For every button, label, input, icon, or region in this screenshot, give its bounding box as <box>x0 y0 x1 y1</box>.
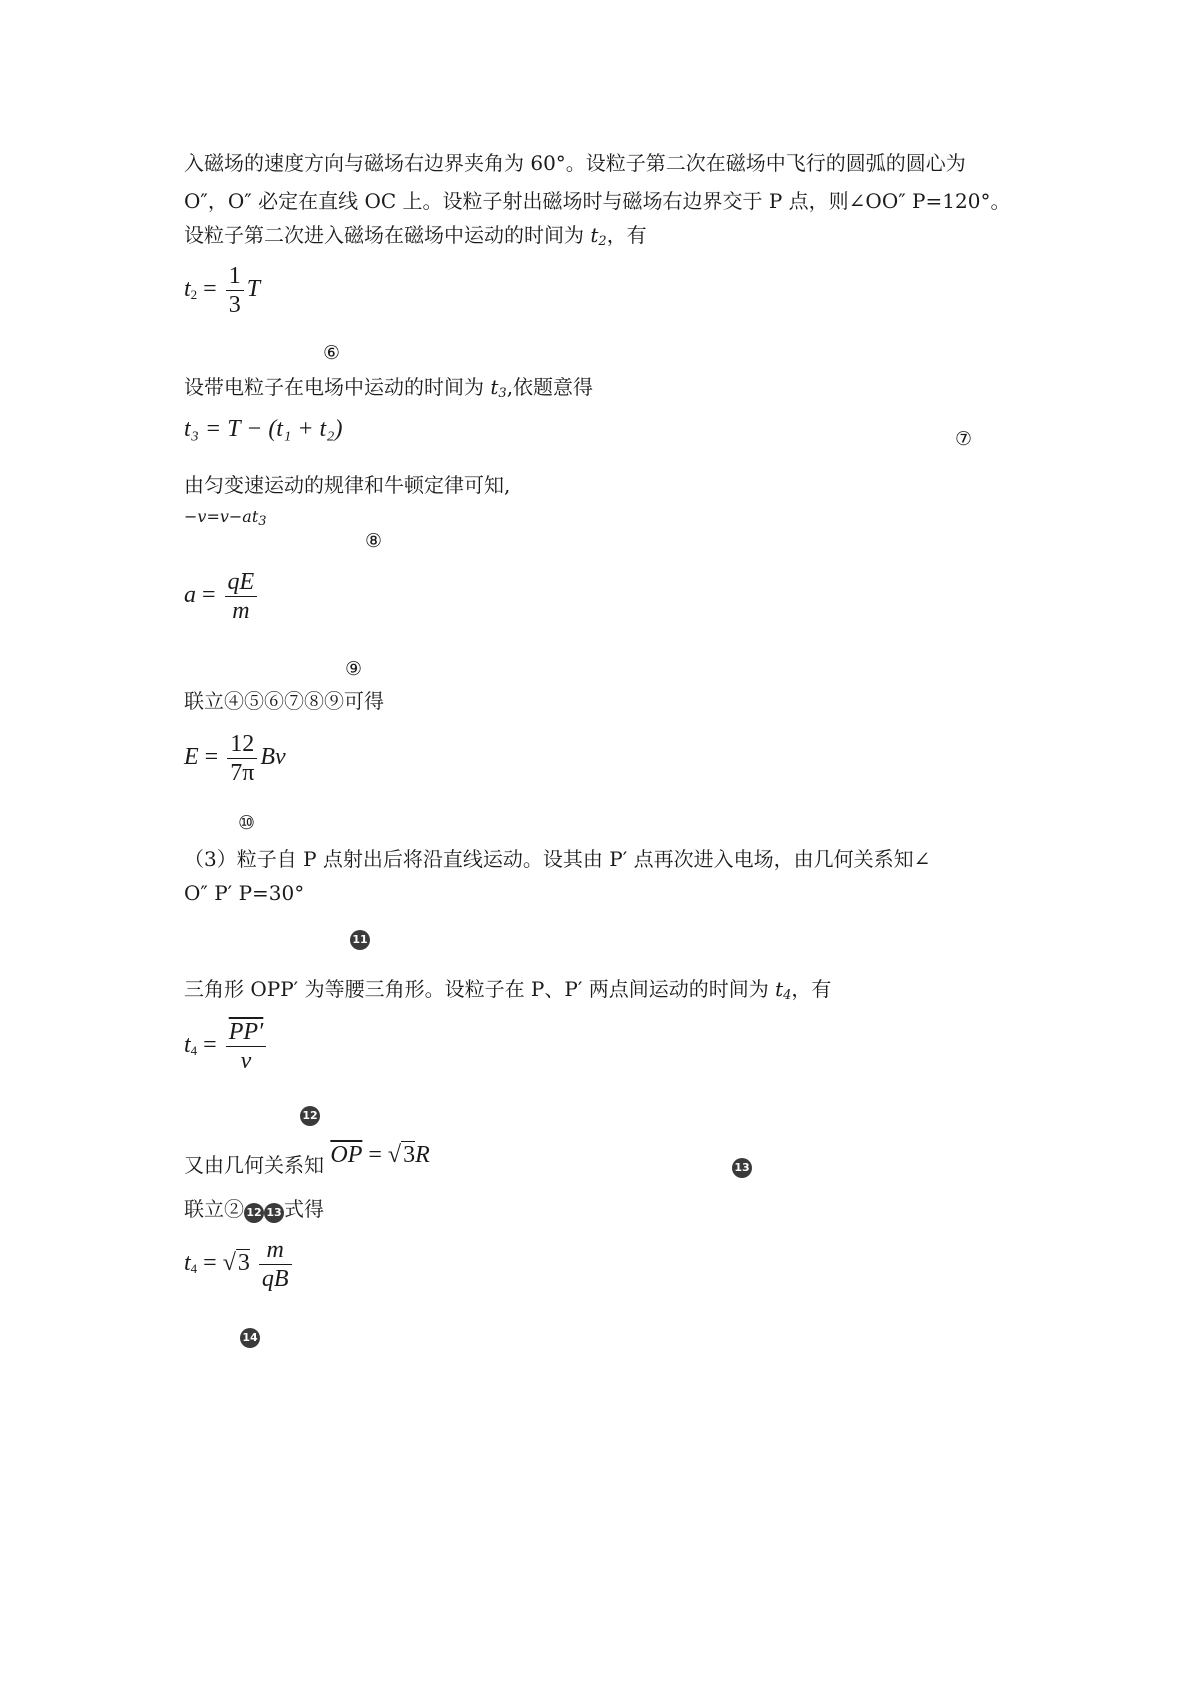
text-line-3-suffix: ，有 <box>606 223 647 247</box>
marker-14: 14 <box>240 1324 260 1348</box>
text-line-1: 入磁场的速度方向与磁场右边界夹角为 60°。设粒子第二次在磁场中飞行的圆弧的圆心为 <box>184 151 966 175</box>
text-line-10-prefix: 三角形 OPP′ 为等腰三角形。设粒子在 P、P′ 两点间运动的时间为 <box>184 977 776 1001</box>
equation-t4-ratio: $t_4$ = $\frac{PP'}{v}$ <box>184 1018 269 1075</box>
text-line-2: O″，O″ 必定在直线 OC 上。设粒子射出磁场时与磁场右边界交于 P 点，则∠OO″ P=120°。 <box>184 189 1011 213</box>
fraction-PP-over-v: $\frac{PP'}{v}$ <box>226 1018 267 1075</box>
text-line-9: O″ P′ P=30° <box>184 881 305 905</box>
text-line-4-suffix: ,依题意得 <box>506 375 594 399</box>
var-t2: $t_2$ <box>590 223 607 249</box>
text-line-3-prefix: 设粒子第二次进入磁场在磁场中运动的时间为 <box>184 223 591 247</box>
fraction-qE-over-m: $\frac{qE}{m}$ <box>225 568 258 625</box>
marker-12: 12 <box>300 1102 320 1126</box>
marker-6: ⑥ <box>323 342 341 364</box>
equation-E: E = $\frac{12}{7\pi}$ Bv <box>184 731 286 786</box>
text-line-5: 由匀变速运动的规律和牛顿定律可知, <box>184 473 511 497</box>
inline-marker-13: 13 <box>264 1203 284 1223</box>
marker-7: ⑦ <box>955 428 973 450</box>
equation-a: a = $\frac{qE}{m}$ <box>184 568 260 625</box>
equation-t4-result: $t_4 = √3$ $\frac{m}{qB}$ <box>184 1236 295 1293</box>
marker-8: ⑧ <box>365 530 383 552</box>
var-t3: $t_3$ <box>490 375 507 401</box>
text-line-11: 又由几何关系知 $\overline{OP} = √3R$ <box>184 1142 430 1177</box>
marker-10: ⑩ <box>238 812 256 834</box>
marker-13: 13 <box>732 1154 752 1178</box>
equation-t2: $t_2$ = $\frac{1}{3}$ T <box>184 263 261 318</box>
text-line-7: 联立④⑤⑥⑦⑧⑨可得 <box>184 689 384 713</box>
text-line-10 <box>184 976 831 1009</box>
fraction-one-third: $\frac{1}{3}$ <box>226 262 244 319</box>
marker-9: ⑨ <box>345 658 363 680</box>
fraction-12-over-7pi: $\frac{12}{7\pi}$ <box>227 730 257 787</box>
text-line-4 <box>184 374 593 407</box>
fraction-m-over-qB: $\frac{m}{qB}$ <box>259 1236 292 1293</box>
text-line-10-suffix: ，有 <box>791 977 832 1001</box>
equation-OP: $\overline{OP} = √3R$ <box>330 1142 430 1168</box>
text-line-12: 联立② 12 13 式得 <box>184 1197 324 1221</box>
marker-11: 11 <box>350 926 370 950</box>
text-line-8: （3）粒子自 P 点射出后将沿直线运动。设其由 P′ 点再次进入电场，由几何关系知∠ <box>184 847 931 871</box>
text-line-4-prefix: 设带电粒子在电场中运动的时间为 <box>184 375 491 399</box>
text-line-3 <box>184 222 647 255</box>
equation-t3: t₃ = T − (t₁ + t₂) <box>184 416 343 442</box>
inline-marker-12: 12 <box>244 1203 264 1223</box>
text-line-6: $-v=v-at_3$ <box>184 507 267 529</box>
var-t4: $t_4$ <box>775 977 792 1003</box>
